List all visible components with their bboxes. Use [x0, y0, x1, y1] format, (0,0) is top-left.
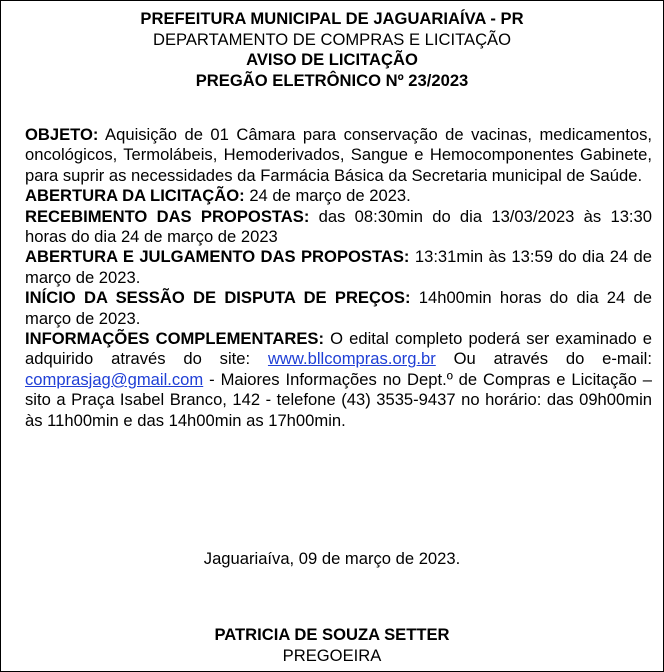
abertura-text: 24 de março de 2023.	[249, 186, 411, 206]
department-title: DEPARTAMENTO DE COMPRAS E LICITAÇÃO	[152, 29, 512, 49]
signature-block	[1, 625, 663, 666]
objeto-text: Aquisição de 01 Câmara para conservação de vacinas, medicamentos, oncológicos, Termolábeis, Hemoderivados, Sangue e Hemocomponentes Gabinete, para suprir as necessidades da Farmácia Básica da Secretaria municipal de Saúde.	[25, 125, 652, 185]
place-date: Jaguariaíva, 09 de março de 2023.	[203, 549, 461, 568]
sessao-paragraph	[25, 288, 652, 329]
info-text-2: Ou através do e-mail:	[453, 349, 652, 369]
recebimento-text: das 08:30min do dia 13/03/2023 às 13:30 horas do dia 24 de março de 2023	[25, 206, 652, 247]
notice-type: AVISO DE LICITAÇÃO	[246, 50, 418, 70]
info-text-1: O edital completo poderá ser examinado e adquirido através do site:	[25, 329, 652, 369]
notice-header	[1, 9, 663, 91]
auction-number: PREGÃO ELETRÔNICO Nº 23/2023	[195, 70, 469, 90]
julgamento-label: ABERTURA E JULGAMENTO DAS PROPOSTAS:	[25, 247, 410, 267]
objeto-label: OBJETO:	[25, 125, 99, 144]
objeto-paragraph	[25, 125, 652, 186]
abertura-label: ABERTURA DA LICITAÇÃO:	[25, 186, 245, 206]
recebimento-label: RECEBIMENTO DAS PROPOSTAS:	[25, 206, 310, 226]
email-link[interactable]: comprasjag@gmail.com	[25, 369, 204, 389]
julgamento-paragraph	[25, 247, 652, 288]
abertura-paragraph	[25, 186, 652, 206]
sessao-label: INÍCIO DA SESSÃO DE DISPUTA DE PREÇOS:	[25, 288, 411, 308]
recebimento-paragraph	[25, 207, 652, 248]
info-label: INFORMAÇÕES COMPLEMENTARES:	[25, 329, 324, 349]
website-link[interactable]: www.bllcompras.org.br	[267, 349, 436, 369]
info-text-3: - Maiores Informações no Dept.º de Compras e Licitação – sito a Praça Isabel Branco, 142 - telefone (43) 3535-9437 no horário: das 09h00min às 11h00min e das 14h00min as 17h00min.	[25, 369, 652, 430]
signatory-name: PATRICIA DE SOUZA SETTER	[214, 625, 450, 644]
julgamento-text: 13:31min às 13:59 do dia 24 de março de 2023.	[25, 247, 652, 287]
signatory-role: PREGOEIRA	[282, 645, 382, 665]
notice-body	[25, 125, 652, 431]
sessao-text: 14h00min horas do dia 24 de março de 2023.	[25, 288, 652, 328]
municipality-title: PREFEITURA MUNICIPAL DE JAGUARIAÍVA - PR	[140, 9, 524, 28]
info-paragraph	[25, 329, 652, 431]
